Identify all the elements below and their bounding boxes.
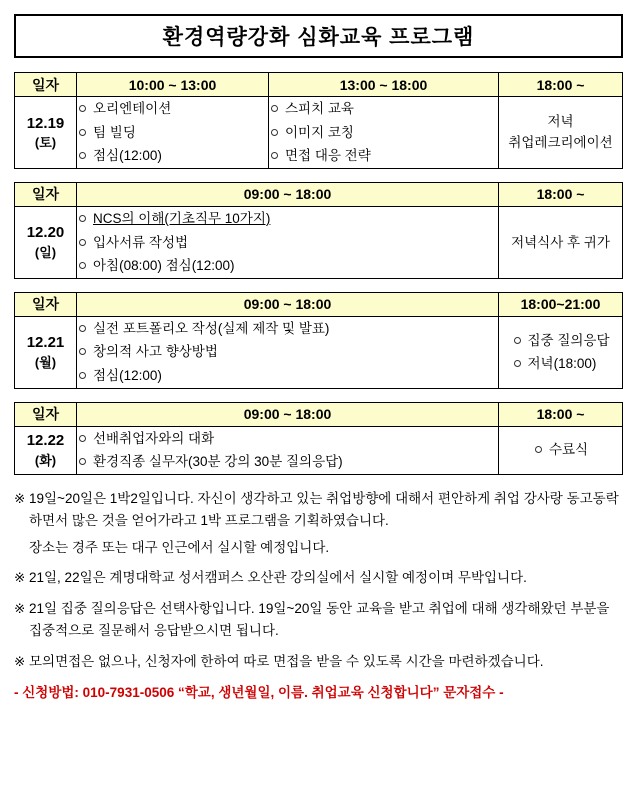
date-value: 12.19 bbox=[26, 114, 65, 132]
list-item: 점심(12:00) bbox=[77, 144, 268, 168]
note-item bbox=[14, 651, 623, 673]
list-item: NCS의 이해(기초직무 10가지) bbox=[77, 207, 498, 231]
list-item: 이미지 코칭 bbox=[269, 121, 498, 145]
session-cell-2 bbox=[499, 426, 623, 474]
header-slot-1: 10:00 ~ 13:00 bbox=[77, 73, 269, 97]
session-cell-1 bbox=[77, 426, 499, 474]
note-item bbox=[14, 598, 623, 642]
note-item bbox=[14, 567, 623, 589]
header-date: 일자 bbox=[15, 402, 77, 426]
header-slot-2: 18:00~21:00 bbox=[499, 292, 623, 316]
header-slot-2: 18:00 ~ bbox=[499, 182, 623, 206]
schedule-table-1221 bbox=[14, 292, 623, 389]
list-item: 집중 질의응답 bbox=[512, 329, 610, 353]
note-subtext: 장소는 경주 또는 대구 인근에서 실시할 예정입니다. bbox=[29, 539, 330, 555]
note-text: 모의면접은 없으나, 신청자에 한하여 따로 면접을 받을 수 있도록 시간을 마련하겠습니다. bbox=[29, 654, 544, 670]
date-cell bbox=[15, 316, 77, 388]
evening-line-1: 저녁 bbox=[547, 113, 574, 129]
schedule-table-1219 bbox=[14, 72, 623, 169]
page-title: 환경역량강화 심화교육 프로그램 bbox=[162, 26, 475, 49]
note-mark: ※ bbox=[14, 490, 26, 506]
table-header-row bbox=[15, 182, 623, 206]
application-method-line: - 신청방법: 010-7931-0506 “학교, 생년월일, 이름. 취업교육 신청합니다” 문자접수 - bbox=[14, 684, 504, 700]
list-item: 수료식 bbox=[533, 438, 588, 462]
note-mark: ※ bbox=[14, 654, 26, 670]
list-item: 팀 빌딩 bbox=[77, 121, 268, 145]
session-cell-1 bbox=[77, 97, 269, 169]
session-cell-1 bbox=[77, 206, 499, 278]
evening-line-1: 저녁식사 후 귀가 bbox=[511, 234, 610, 250]
session-cell-2 bbox=[499, 206, 623, 278]
schedule-table-1220 bbox=[14, 182, 623, 279]
list-item: 면접 대응 전략 bbox=[269, 144, 498, 168]
schedule-table-1222 bbox=[14, 402, 623, 475]
list-item: 실전 포트폴리오 작성(실제 제작 및 발표) bbox=[77, 317, 498, 341]
table-row bbox=[15, 97, 623, 169]
note-text: 21일, 22일은 계명대학교 성서캠퍼스 오산관 강의실에서 실시할 예정이며 무박입니다. bbox=[29, 570, 527, 586]
note-text: 19일~20일은 1박2일입니다. 자신이 생각하고 있는 취업방향에 대해서 편안하게 취업 강사랑 동고동락하면서 많은 것을 얻어가라고 1박 프로그램을 기획하였습니다. bbox=[29, 490, 619, 528]
list-item: 스피치 교육 bbox=[269, 97, 498, 121]
header-slot-1: 09:00 ~ 18:00 bbox=[77, 402, 499, 426]
session-cell-1 bbox=[77, 316, 499, 388]
list-item: 아침(08:00) 점심(12:00) bbox=[77, 254, 498, 278]
header-slot-1: 09:00 ~ 18:00 bbox=[77, 292, 499, 316]
date-value: 12.22 bbox=[26, 432, 65, 450]
notes-section bbox=[14, 488, 623, 704]
session-cell-2 bbox=[269, 97, 499, 169]
session-cell-3 bbox=[499, 97, 623, 169]
list-item: 입사서류 작성법 bbox=[77, 231, 498, 255]
table-row bbox=[15, 316, 623, 388]
list-item: 저녁(18:00) bbox=[512, 352, 610, 376]
day-of-week: (토) bbox=[34, 134, 57, 150]
table-row bbox=[15, 206, 623, 278]
page-title-box bbox=[14, 14, 623, 58]
day-of-week: (월) bbox=[34, 354, 57, 370]
header-slot-2: 18:00 ~ bbox=[499, 402, 623, 426]
header-slot-2: 13:00 ~ 18:00 bbox=[269, 73, 499, 97]
note-text: 21일 집중 질의응답은 선택사항입니다. 19일~20일 동안 교육을 받고 취업에 대해 생각해왔던 부분을 집중적으로 질문해서 응답받으시면 됩니다. bbox=[29, 601, 610, 639]
list-item: 창의적 사고 향상방법 bbox=[77, 340, 498, 364]
date-cell bbox=[15, 97, 77, 169]
table-header-row bbox=[15, 402, 623, 426]
header-date: 일자 bbox=[15, 292, 77, 316]
date-value: 12.20 bbox=[26, 224, 65, 242]
header-slot-1: 09:00 ~ 18:00 bbox=[77, 182, 499, 206]
table-header-row bbox=[15, 73, 623, 97]
note-item bbox=[14, 488, 623, 559]
session-cell-2 bbox=[499, 316, 623, 388]
header-date: 일자 bbox=[15, 182, 77, 206]
header-slot-3: 18:00 ~ bbox=[499, 73, 623, 97]
evening-line-2: 취업레크리에이션 bbox=[508, 135, 613, 151]
header-date: 일자 bbox=[15, 73, 77, 97]
list-item: 환경직종 실무자(30분 강의 30분 질의응답) bbox=[77, 450, 498, 474]
note-mark: ※ bbox=[14, 601, 26, 617]
note-mark: ※ bbox=[14, 570, 26, 586]
list-item: 오리엔테이션 bbox=[77, 97, 268, 121]
date-cell bbox=[15, 426, 77, 474]
date-value: 12.21 bbox=[26, 334, 65, 352]
day-of-week: (일) bbox=[34, 244, 57, 260]
list-item: 점심(12:00) bbox=[77, 364, 498, 388]
day-of-week: (화) bbox=[34, 452, 57, 468]
date-cell bbox=[15, 206, 77, 278]
table-row bbox=[15, 426, 623, 474]
list-item: 선배취업자와의 대화 bbox=[77, 427, 498, 451]
table-header-row bbox=[15, 292, 623, 316]
